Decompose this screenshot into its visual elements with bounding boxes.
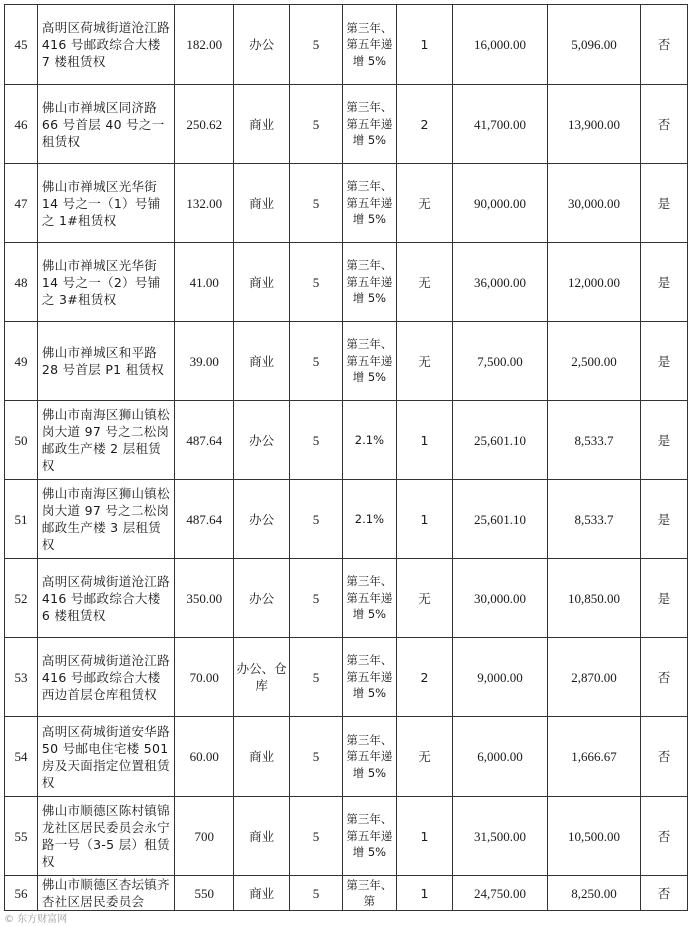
years-cell: 5 (290, 401, 342, 480)
row-number: 49 (5, 322, 38, 401)
years-cell: 5 (290, 164, 342, 243)
deposit-cell: 8,533.7 (548, 480, 641, 559)
free-period-cell: 1 (397, 5, 453, 85)
increase-cell: 第三年、第五年递增 5% (342, 243, 397, 322)
row-number: 45 (5, 5, 38, 85)
location-cell: 佛山市禅城区和平路 28 号首层 P1 租赁权 (37, 322, 174, 401)
use-cell: 商业 (234, 243, 290, 322)
rent-cell: 24,750.00 (452, 876, 548, 911)
area-cell: 60.00 (175, 717, 234, 797)
years-cell: 5 (290, 559, 342, 638)
flag-cell: 否 (640, 638, 687, 717)
area-cell: 250.62 (175, 85, 234, 164)
deposit-cell: 1,666.67 (548, 717, 641, 797)
table-row (5, 797, 688, 876)
table-row (5, 243, 688, 322)
row-number: 56 (5, 876, 38, 911)
free-period-cell: 无 (397, 717, 453, 797)
area-cell: 550 (175, 876, 234, 911)
area-cell: 487.64 (175, 480, 234, 559)
area-cell: 487.64 (175, 401, 234, 480)
rent-cell: 6,000.00 (452, 717, 548, 797)
area-cell: 350.00 (175, 559, 234, 638)
deposit-cell: 30,000.00 (548, 164, 641, 243)
free-period-cell: 无 (397, 243, 453, 322)
table-row (5, 717, 688, 797)
use-cell: 办公 (234, 5, 290, 85)
location-cell: 佛山市顺德区陈村镇锦龙社区居民委员会永宁路一号（3-5 层）租赁权 (37, 797, 174, 876)
rent-cell: 25,601.10 (452, 480, 548, 559)
deposit-cell: 8,533.7 (548, 401, 641, 480)
row-number: 53 (5, 638, 38, 717)
location-cell: 佛山市南海区狮山镇松岗大道 97 号之二松岗邮政生产楼 2 层租赁权 (37, 401, 174, 480)
rent-cell: 31,500.00 (452, 797, 548, 876)
years-cell: 5 (290, 5, 342, 85)
area-cell: 700 (175, 797, 234, 876)
flag-cell: 是 (640, 243, 687, 322)
free-period-cell: 1 (397, 797, 453, 876)
use-cell: 商业 (234, 85, 290, 164)
deposit-cell: 12,000.00 (548, 243, 641, 322)
rent-cell: 16,000.00 (452, 5, 548, 85)
years-cell: 5 (290, 717, 342, 797)
free-period-cell: 2 (397, 85, 453, 164)
deposit-cell: 10,850.00 (548, 559, 641, 638)
flag-cell: 是 (640, 164, 687, 243)
table-row (5, 401, 688, 480)
rent-cell: 25,601.10 (452, 401, 548, 480)
deposit-cell: 2,500.00 (548, 322, 641, 401)
free-period-cell: 无 (397, 164, 453, 243)
flag-cell: 否 (640, 797, 687, 876)
use-cell: 商业 (234, 322, 290, 401)
row-number: 50 (5, 401, 38, 480)
years-cell: 5 (290, 480, 342, 559)
table-row (5, 322, 688, 401)
location-cell: 高明区荷城街道沧江路 416 号邮政综合大楼西边首层仓库租赁权 (37, 638, 174, 717)
row-number: 46 (5, 85, 38, 164)
increase-cell: 第三年、第五年递增 5% (342, 717, 397, 797)
increase-cell: 第三年、第五年递增 5% (342, 164, 397, 243)
flag-cell: 否 (640, 717, 687, 797)
rent-cell: 90,000.00 (452, 164, 548, 243)
table-row (5, 876, 688, 911)
row-number: 47 (5, 164, 38, 243)
free-period-cell: 1 (397, 401, 453, 480)
deposit-cell: 10,500.00 (548, 797, 641, 876)
table-row (5, 480, 688, 559)
years-cell: 5 (290, 876, 342, 911)
area-cell: 182.00 (175, 5, 234, 85)
flag-cell: 是 (640, 401, 687, 480)
years-cell: 5 (290, 243, 342, 322)
years-cell: 5 (290, 638, 342, 717)
area-cell: 132.00 (175, 164, 234, 243)
row-number: 55 (5, 797, 38, 876)
location-cell: 佛山市禅城区光华街 14 号之一（2）号铺之 3#租赁权 (37, 243, 174, 322)
increase-cell: 第三年、第五年递增 5% (342, 5, 397, 85)
years-cell: 5 (290, 797, 342, 876)
row-number: 52 (5, 559, 38, 638)
deposit-cell: 5,096.00 (548, 5, 641, 85)
flag-cell: 否 (640, 5, 687, 85)
increase-cell: 2.1% (342, 480, 397, 559)
use-cell: 商业 (234, 797, 290, 876)
table-row (5, 638, 688, 717)
use-cell: 办公 (234, 401, 290, 480)
use-cell: 办公 (234, 559, 290, 638)
flag-cell: 是 (640, 480, 687, 559)
rent-cell: 30,000.00 (452, 559, 548, 638)
use-cell: 商业 (234, 876, 290, 911)
row-number: 54 (5, 717, 38, 797)
increase-cell: 第三年、第五年递增 5% (342, 559, 397, 638)
increase-cell: 第三年、第五年递增 5% (342, 797, 397, 876)
location-cell: 高明区荷城街道沧江路 416 号邮政综合大楼 7 楼租赁权 (37, 5, 174, 85)
deposit-cell: 8,250.00 (548, 876, 641, 911)
increase-cell: 2.1% (342, 401, 397, 480)
use-cell: 商业 (234, 164, 290, 243)
flag-cell: 否 (640, 85, 687, 164)
deposit-cell: 2,870.00 (548, 638, 641, 717)
property-table (4, 4, 688, 911)
increase-cell: 第三年、第 (342, 876, 397, 911)
free-period-cell: 无 (397, 322, 453, 401)
location-cell: 佛山市南海区狮山镇松岗大道 97 号之二松岗邮政生产楼 3 层租赁权 (37, 480, 174, 559)
table-row (5, 85, 688, 164)
increase-cell: 第三年、第五年递增 5% (342, 638, 397, 717)
increase-cell: 第三年、第五年递增 5% (342, 85, 397, 164)
flag-cell: 是 (640, 322, 687, 401)
free-period-cell: 无 (397, 559, 453, 638)
row-number: 51 (5, 480, 38, 559)
increase-cell: 第三年、第五年递增 5% (342, 322, 397, 401)
table-row (5, 559, 688, 638)
rent-cell: 7,500.00 (452, 322, 548, 401)
location-cell: 佛山市禅城区同济路 66 号首层 40 号之一租赁权 (37, 85, 174, 164)
area-cell: 41.00 (175, 243, 234, 322)
years-cell: 5 (290, 85, 342, 164)
years-cell: 5 (290, 322, 342, 401)
use-cell: 办公、仓库 (234, 638, 290, 717)
use-cell: 商业 (234, 717, 290, 797)
free-period-cell: 1 (397, 876, 453, 911)
location-cell: 高明区荷城街道沧江路 416 号邮政综合大楼 6 楼租赁权 (37, 559, 174, 638)
use-cell: 办公 (234, 480, 290, 559)
rent-cell: 9,000.00 (452, 638, 548, 717)
rent-cell: 41,700.00 (452, 85, 548, 164)
free-period-cell: 1 (397, 480, 453, 559)
flag-cell: 否 (640, 876, 687, 911)
area-cell: 70.00 (175, 638, 234, 717)
location-cell: 佛山市禅城区光华街 14 号之一（1）号铺之 1#租赁权 (37, 164, 174, 243)
table-row (5, 164, 688, 243)
flag-cell: 是 (640, 559, 687, 638)
watermark: © 东方财富网 (4, 914, 68, 925)
deposit-cell: 13,900.00 (548, 85, 641, 164)
location-cell: 高明区荷城街道安华路 50 号邮电住宅楼 501 房及天面指定位置租赁权 (37, 717, 174, 797)
rent-cell: 36,000.00 (452, 243, 548, 322)
area-cell: 39.00 (175, 322, 234, 401)
location-cell: 佛山市顺德区杏坛镇齐杏社区居民委员会 (37, 876, 174, 911)
table-row (5, 5, 688, 85)
row-number: 48 (5, 243, 38, 322)
free-period-cell: 2 (397, 638, 453, 717)
